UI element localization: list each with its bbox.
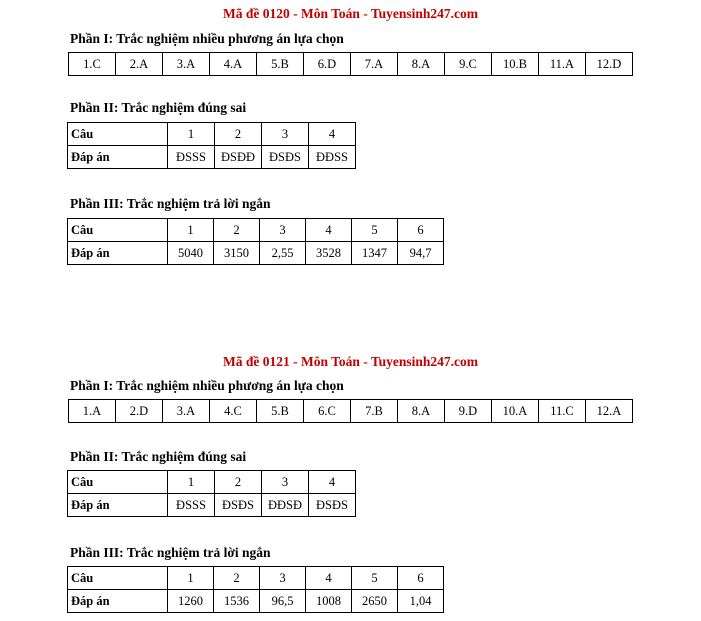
question-cell: 2 bbox=[215, 471, 262, 494]
part2-answer-table bbox=[67, 122, 356, 169]
answer-cell: ĐSSS bbox=[168, 146, 215, 169]
answer-cell: 3.A bbox=[163, 400, 210, 423]
answer-cell: ĐSĐĐ bbox=[215, 146, 262, 169]
row-label: Đáp án bbox=[68, 590, 168, 613]
table-row bbox=[68, 471, 356, 494]
question-cell: 2 bbox=[214, 567, 260, 590]
answer-cell: 3528 bbox=[306, 242, 352, 265]
answer-cell: 3150 bbox=[214, 242, 260, 265]
row-label: Đáp án bbox=[68, 242, 168, 265]
part2-heading: Phần II: Trắc nghiệm đúng sai bbox=[70, 100, 247, 115]
answer-cell: 2.D bbox=[116, 400, 163, 423]
answer-cell: 5.B bbox=[257, 400, 304, 423]
answer-cell: 1008 bbox=[306, 590, 352, 613]
table-row bbox=[68, 146, 356, 169]
question-cell: 1 bbox=[168, 471, 215, 494]
table-row bbox=[69, 400, 633, 423]
answer-cell: 1536 bbox=[214, 590, 260, 613]
answer-cell: 7.A bbox=[351, 53, 398, 76]
answer-cell: 1347 bbox=[352, 242, 398, 265]
answer-cell: 1.A bbox=[69, 400, 116, 423]
answer-cell: 11.C bbox=[539, 400, 586, 423]
answer-cell: ĐSSS bbox=[168, 494, 215, 517]
answer-cell: 4.C bbox=[210, 400, 257, 423]
part1-answer-table bbox=[68, 52, 633, 76]
answer-cell: ĐSĐS bbox=[262, 146, 309, 169]
answer-cell: 94,7 bbox=[398, 242, 444, 265]
row-label: Đáp án bbox=[68, 494, 168, 517]
part3-heading: Phần III: Trắc nghiệm trả lời ngắn bbox=[70, 545, 271, 560]
question-cell: 2 bbox=[214, 219, 260, 242]
answer-cell: 7.B bbox=[351, 400, 398, 423]
question-cell: 3 bbox=[260, 219, 306, 242]
answer-cell: 2,55 bbox=[260, 242, 306, 265]
table-row bbox=[69, 53, 633, 76]
table-row bbox=[68, 123, 356, 146]
question-cell: 3 bbox=[260, 567, 306, 590]
table-row bbox=[68, 494, 356, 517]
answer-cell: 4.A bbox=[210, 53, 257, 76]
table-row bbox=[68, 219, 444, 242]
question-cell: 4 bbox=[309, 123, 356, 146]
answer-cell: ĐĐSĐ bbox=[262, 494, 309, 517]
part3-heading: Phần III: Trắc nghiệm trả lời ngắn bbox=[70, 196, 271, 211]
answer-cell: 8.A bbox=[398, 400, 445, 423]
part1-heading: Phần I: Trắc nghiệm nhiều phương án lựa chọn bbox=[70, 31, 344, 46]
answer-cell: ĐSĐS bbox=[215, 494, 262, 517]
answer-cell: 3.A bbox=[163, 53, 210, 76]
answer-cell: 10.A bbox=[492, 400, 539, 423]
exam-title: Mã đề 0120 - Môn Toán - Tuyensinh247.com bbox=[222, 6, 479, 21]
question-cell: 2 bbox=[215, 123, 262, 146]
answer-cell: 10.B bbox=[492, 53, 539, 76]
answer-cell: 5.B bbox=[257, 53, 304, 76]
answer-cell: 9.D bbox=[445, 400, 492, 423]
row-label: Câu bbox=[68, 123, 168, 146]
part1-answer-table bbox=[68, 399, 633, 423]
row-label: Đáp án bbox=[68, 146, 168, 169]
question-cell: 3 bbox=[262, 471, 309, 494]
answer-cell: 96,5 bbox=[260, 590, 306, 613]
part3-answer-table bbox=[67, 566, 444, 613]
row-label: Câu bbox=[68, 219, 168, 242]
answer-cell: 9.C bbox=[445, 53, 492, 76]
answer-cell: 12.A bbox=[586, 400, 633, 423]
part2-heading: Phần II: Trắc nghiệm đúng sai bbox=[70, 449, 247, 464]
question-cell: 1 bbox=[168, 123, 215, 146]
answer-cell: 1.C bbox=[69, 53, 116, 76]
question-cell: 4 bbox=[309, 471, 356, 494]
part2-answer-table bbox=[67, 470, 356, 517]
question-cell: 5 bbox=[352, 567, 398, 590]
answer-cell: 1,04 bbox=[398, 590, 444, 613]
row-label: Câu bbox=[68, 471, 168, 494]
question-cell: 4 bbox=[306, 219, 352, 242]
answer-cell: 1260 bbox=[168, 590, 214, 613]
answer-cell: 6.D bbox=[304, 53, 351, 76]
answer-cell: 5040 bbox=[168, 242, 214, 265]
question-cell: 6 bbox=[398, 219, 444, 242]
row-label: Câu bbox=[68, 567, 168, 590]
answer-cell: ĐSĐS bbox=[309, 494, 356, 517]
answer-cell: 6.C bbox=[304, 400, 351, 423]
answer-cell: 12.D bbox=[586, 53, 633, 76]
answer-cell: ĐĐSS bbox=[309, 146, 356, 169]
question-cell: 3 bbox=[262, 123, 309, 146]
part3-answer-table bbox=[67, 218, 444, 265]
question-cell: 4 bbox=[306, 567, 352, 590]
answer-cell: 2650 bbox=[352, 590, 398, 613]
question-cell: 5 bbox=[352, 219, 398, 242]
table-row bbox=[68, 590, 444, 613]
answer-cell: 11.A bbox=[539, 53, 586, 76]
exam-title: Mã đề 0121 - Môn Toán - Tuyensinh247.com bbox=[222, 354, 479, 369]
table-row bbox=[68, 242, 444, 265]
question-cell: 1 bbox=[168, 567, 214, 590]
answer-cell: 2.A bbox=[116, 53, 163, 76]
answer-cell: 8.A bbox=[398, 53, 445, 76]
part1-heading: Phần I: Trắc nghiệm nhiều phương án lựa chọn bbox=[70, 378, 344, 393]
question-cell: 6 bbox=[398, 567, 444, 590]
table-row bbox=[68, 567, 444, 590]
question-cell: 1 bbox=[168, 219, 214, 242]
